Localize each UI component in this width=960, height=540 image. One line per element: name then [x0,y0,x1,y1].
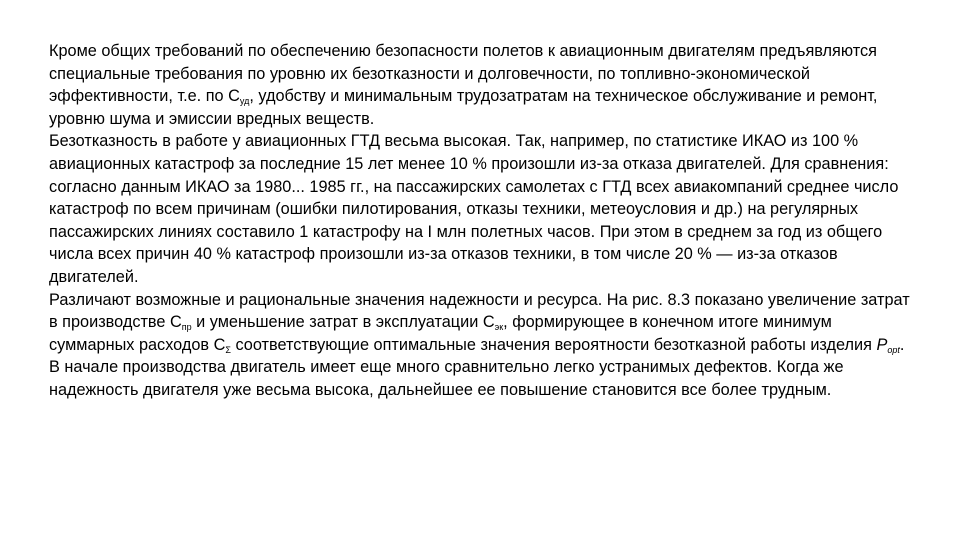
paragraph-text: соответствующие оптимальные значения вероятности безотказной работы изделия [230,335,877,354]
paragraph-text: , формирующее в конечном итоге минимум суммарных расходов С [49,313,832,354]
subscript: уд [239,96,250,107]
paragraph-text: . [899,335,905,354]
paragraph-requirements [49,40,919,130]
variable-p: Р [876,335,888,354]
text-block [49,40,919,402]
paragraph-text: и уменьшение затрат в эксплуатации С [191,313,495,332]
paragraph-text: , удобству и минимальным трудозатратам на техническое обслуживание и ремонт, уровню шума и эмиссии вредных веществ. [49,87,878,128]
subscript: эк [494,322,504,333]
subscript: пр [181,322,192,333]
paragraph-defects: В начале производства двигатель имеет еще много сравнительно легко устранимых дефектов. Когда же надежность двигателя уже весьма высока, дальнейшее ее повышение становится все более трудным. [49,358,844,399]
subscript: Σ [225,344,231,355]
paragraph-text: Кроме общих требований по обеспечению безопасности полетов к авиационным двигателям предъявляются специальные требования по уровню их безотказности и долговечности, по топливно-экономической эффективности, т.е. по С [49,42,877,106]
paragraph-reliability-statistics: Безотказность в работе у авиационных ГТД весьма высокая. Так, например, по статистике ИКАО из 100 % авиационных катастроф за последние 15 лет менее 10 % произошли из-за отказа двигателей. Для сравнения: согласно данным ИКАО за 1980... 1985 гг., на пассажирских самолетах с ГТД всех авиакомпаний среднее число катастроф по всем причинам (ошибки пилотирования, отказы техники, метеоусловия и др.) на регулярных пассажирских линиях составило 1 катастрофу на I млн полетных часов. При этом в среднем за год из общего числа всех причин 40 % катастроф произошли из-за отказов техники, в том числе 20 % — из-за отказов двигателей. [49,132,899,286]
paragraph-costs [49,289,919,357]
paragraph-text: Различают возможные и рациональные значения надежности и ресурса. На рис. 8.3 показано увеличение затрат в производстве С [49,290,910,332]
subscript: opt [887,344,900,355]
